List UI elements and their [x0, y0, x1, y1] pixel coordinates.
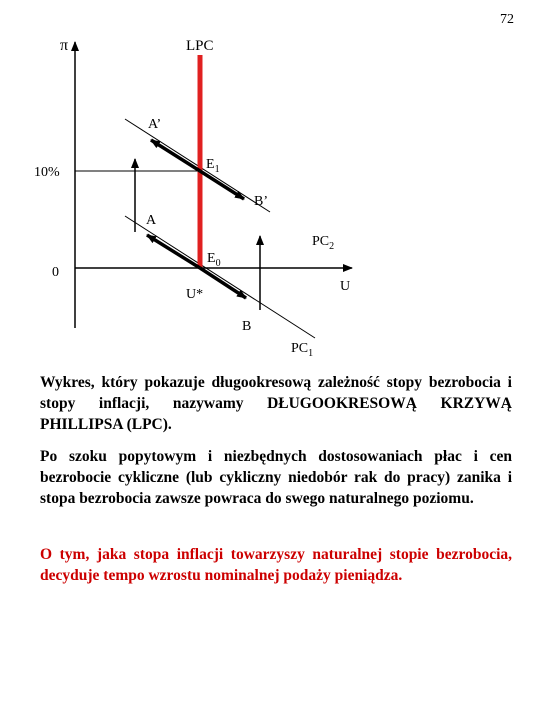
y-tick-zero: 0	[52, 265, 59, 280]
point-e0-label: $E_0$	[207, 251, 221, 269]
page-number: 72	[500, 12, 514, 27]
definition-paragraph: Wykres, który pokazuje długookresową zależność stopy bezrobocia i stopy inflacji, nazywamy DŁUGOOKRESOWĄ KRZYWĄ PHILLIPSA (LPC).	[40, 374, 512, 433]
y-axis-label: π	[60, 37, 69, 54]
adjustment-paragraph: Po szoku popytowym i niezbędnych dostosowaniach płac i cen bezrobocie cykliczne (lub cykliczny niedobór rak do pracy) zanika i stopa bezrobocia zawsze powraca do swego naturalnego poziomu.	[40, 448, 512, 507]
arrow-to-b	[200, 268, 246, 298]
point-b-prime-label: B’	[254, 194, 268, 209]
arrow-to-a-prime	[151, 140, 200, 171]
natural-unemployment-label: U*	[186, 287, 204, 302]
point-a-label: A	[146, 213, 157, 228]
pc1-lower-curve	[125, 216, 315, 338]
point-e1-label: $E_1$	[206, 157, 220, 175]
x-axis-label: U	[340, 279, 351, 294]
pc1-label: $PC_1$	[291, 341, 314, 359]
point-a-prime-label: A’	[148, 117, 162, 132]
lpc-label: LPC	[186, 38, 214, 54]
point-b-label: B	[242, 319, 252, 334]
money-supply-paragraph: O tym, jaka stopa inflacji towarzyszy naturalnej stopie bezrobocia, decyduje tempo wzrostu nominalnej podaży pieniądza.	[40, 546, 512, 584]
arrow-to-a	[147, 235, 200, 268]
y-tick-10-percent: 10%	[34, 165, 60, 180]
pc2-label: $PC_2$	[312, 234, 335, 252]
arrow-to-b-prime	[200, 171, 244, 199]
